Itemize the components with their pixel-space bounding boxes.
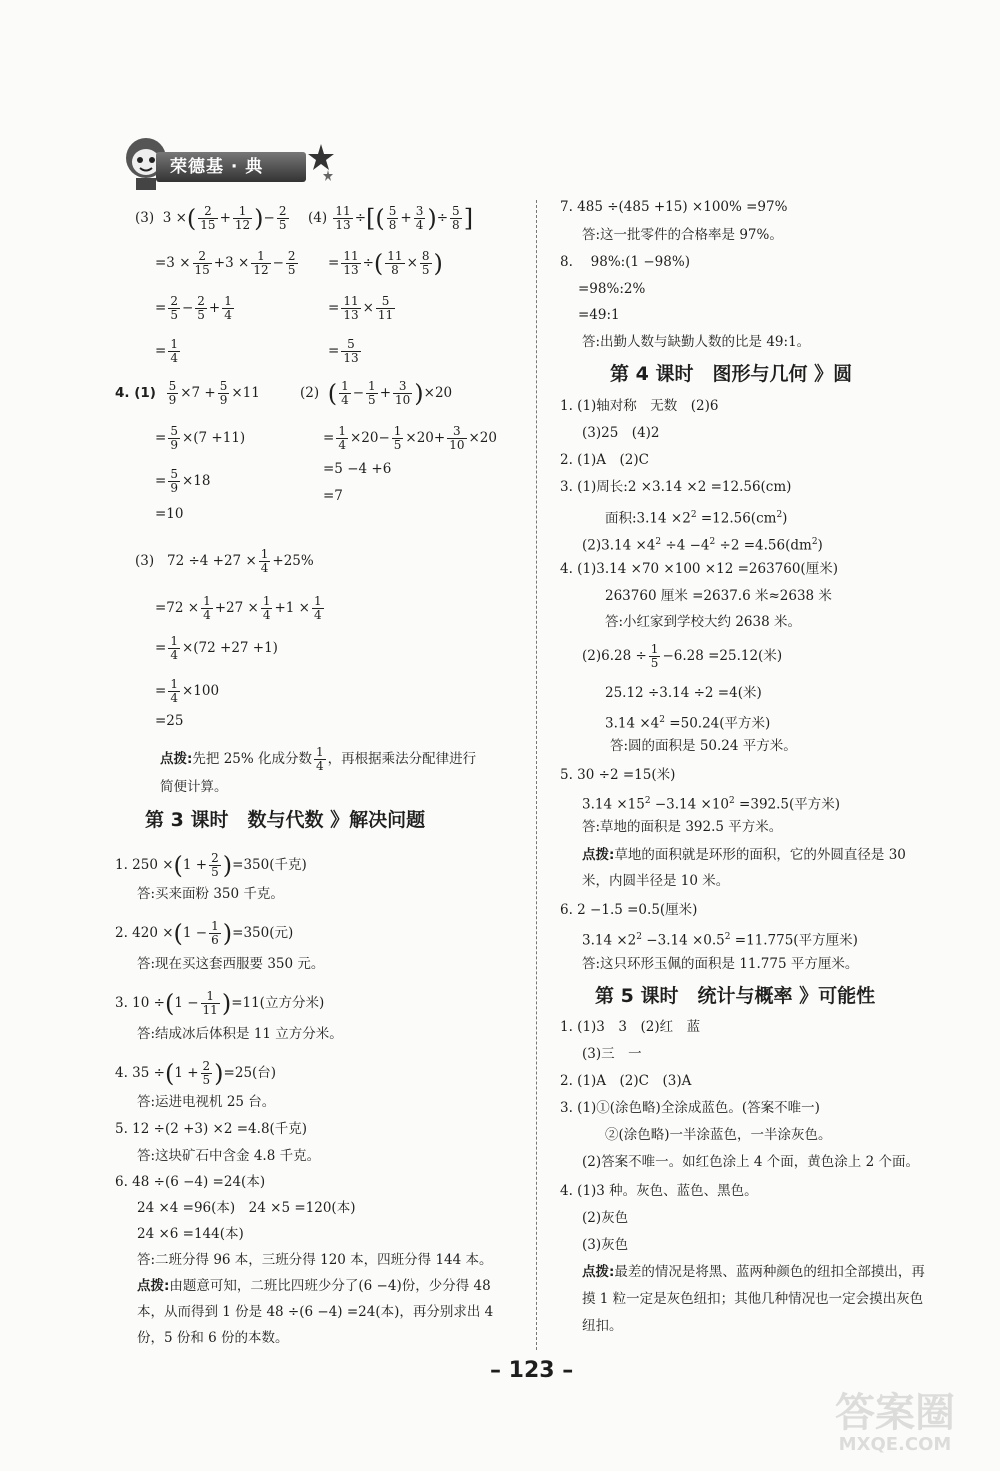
geo-5-tip-line-2: 米，内圆半径是 10 米。: [582, 873, 730, 889]
geo-5: 5. 30 ÷2 =15(米): [560, 767, 676, 783]
q4-1-line-3: = $\frac{5}{9}$ ×18: [155, 467, 211, 495]
q3-3-line-1: (3) 3 ×( $\frac{2}{15}$ + $\frac{1}{12}$ )− $\frac{2}{5}$: [135, 204, 287, 233]
right-q7-result: 答:这一批零件的合格率是 97%。: [582, 227, 783, 243]
prob-1: 1. (1)3 3 (2)红 蓝: [560, 1019, 701, 1035]
answer-6-result: 答:二班分得 96 本，三班分得 120 本，四班分得 144 本。: [137, 1252, 493, 1268]
prob-4-tip-line-1: 点拨:最差的情况是将黑、蓝两种颜色的纽扣全部摸出，再: [582, 1264, 925, 1280]
right-q7: 7. 485 ÷(485 +15) ×100% =97%: [560, 199, 788, 215]
column-divider: [536, 200, 537, 1350]
q3-3-line-2: =3 × $\frac{2}{15}$ +3 × $\frac{1}{12}$ − $\frac{2}{5}$: [155, 249, 296, 277]
tip-1-line-2: 简便计算。: [160, 779, 228, 795]
brand-title: 荣德基 · 典: [156, 152, 306, 182]
prob-3: 3. (1)①(涂色略)全涂成蓝色。(答案不唯一): [560, 1100, 820, 1116]
tip-2-line-3: 份，5 份和 6 份的本数。: [137, 1330, 289, 1346]
geo-4-line-2: 263760 厘米 =2637.6 米≈2638 米: [605, 588, 832, 604]
q4-3-line-4: = $\frac{1}{4}$ ×100: [155, 677, 220, 705]
geo-5-tip-line-1: 点拨:草地的面积就是环形的面积，它的外圆直径是 30: [582, 847, 906, 863]
geo-3-line-3: $(2)3.14 \times 4^2 \div 4 -4^2 \div 2 =4.56(dm^2)$: [582, 537, 823, 554]
q4-2-line-1: (2) ( $\frac{1}{4}$ − $\frac{1}{5}$ + $\frac{3}{10}$ )×20: [300, 379, 453, 408]
answer-2: 2. 420 ×(1 − $\frac{1}{6}$ )=350(元): [115, 919, 294, 948]
geo-4-line-6: $3.14 \times 4^2 =50.24$(平方米): [605, 715, 771, 732]
right-q8-result: 答:出勤人数与缺勤人数的比是 49:1。: [582, 334, 811, 350]
stars-icon: [306, 142, 336, 182]
q4-1-line-2: = $\frac{5}{9}$ ×(7 +11): [155, 424, 246, 452]
q3-4-line-1: (4) $\frac{11}{13}$ ÷[( $\frac{5}{8}$ + $\frac{3}{4}$ )÷ $\frac{5}{8}$ ]: [308, 204, 474, 233]
q4-3-line-1: (3) 72 ÷4 +27 × $\frac{1}{4}$ +25%: [135, 547, 314, 575]
q3-3-line-4: = $\frac{1}{4}$: [155, 337, 178, 365]
q4-2-line-2: = $\frac{1}{4}$ ×20− $\frac{1}{5}$ ×20+ $\frac{3}{10}$ ×20: [323, 424, 497, 452]
tip-2-line-1: 点拨:由题意可知，二班比四班少分了(6 −4)份，少分得 48: [137, 1278, 491, 1294]
answer-4: 4. 35 ÷(1 + $\frac{2}{5}$ )=25(台): [115, 1059, 277, 1088]
geo-6-line-2: $3.14 \times 2^2 -3.14 \times 0.5^2 =11.775$(平方厘米): [582, 932, 858, 949]
section-5-title: 第 5 课时 统计与概率 》可能性: [595, 985, 876, 1007]
geo-2: 2. (1)A (2)C: [560, 452, 649, 468]
tip-2-line-2: 本，从而得到 1 份是 48 ÷(6 −4) =24(本)，再分别求出 4: [137, 1304, 494, 1320]
section-4-title: 第 4 课时 图形与几何 》圆: [610, 363, 853, 385]
prob-4: 4. (1)3 种。灰色、蓝色、黑色。: [560, 1183, 758, 1199]
q3-4-line-3: = $\frac{11}{13}$ × $\frac{5}{11}$: [328, 294, 394, 322]
geo-1: 1. (1)轴对称 无数 (2)6: [560, 398, 719, 414]
geo-4-line-3: 答:小红家到学校大约 2638 米。: [605, 614, 801, 630]
prob-4-tip-line-3: 纽扣。: [582, 1318, 623, 1334]
q4-1-line-1: 4. (1) $\frac{5}{9}$ ×7 + $\frac{5}{9}$ ×11: [115, 379, 260, 407]
answer-1-result: 答:买来面粉 350 千克。: [137, 886, 284, 902]
geo-6: 6. 2 −1.5 =0.5(厘米): [560, 902, 698, 918]
prob-4-line-3: (3)灰色: [582, 1237, 629, 1253]
answer-6: 6. 48 ÷(6 −4) =24(本): [115, 1174, 266, 1190]
geo-4-line-5: 25.12 ÷3.14 ÷2 =4(米): [605, 685, 762, 701]
watermark: 答案圈 MXQE.COM: [835, 1390, 955, 1455]
page-number: – 123 –: [490, 1358, 574, 1383]
q4-1-line-4: =10: [155, 506, 184, 522]
prob-1-line-2: (3)三 一: [582, 1046, 642, 1062]
geo-4-result: 答:圆的面积是 50.24 平方米。: [610, 738, 797, 754]
answer-5-result: 答:这块矿石中含金 4.8 千克。: [137, 1148, 321, 1164]
section-3-title: 第 3 课时 数与代数 》解决问题: [145, 809, 426, 831]
geo-5-result: 答:草地的面积是 392.5 平方米。: [582, 819, 783, 835]
q4-2-line-3: =5 −4 +6: [323, 461, 392, 477]
q3-4-line-4: = $\frac{5}{13}$: [328, 337, 359, 365]
brand-header: [108, 132, 328, 194]
answer-6-line-2: 24 ×4 =96(本) 24 ×5 =120(本): [137, 1200, 356, 1216]
q3-4-line-2: = $\frac{11}{13}$ ÷( $\frac{11}{8}$ × $\frac{8}{5}$ ): [328, 249, 443, 278]
answer-6-line-3: 24 ×6 =144(本): [137, 1226, 244, 1242]
prob-4-line-2: (2)灰色: [582, 1210, 629, 1226]
answer-3-result: 答:结成冰后体积是 11 立方分米。: [137, 1026, 343, 1042]
q4-3-line-2: =72 × $\frac{1}{4}$ +27 × $\frac{1}{4}$ +1 × $\frac{1}{4}$: [155, 594, 322, 622]
q4-2-line-4: =7: [323, 488, 343, 504]
prob-2: 2. (1)A (2)C (3)A: [560, 1073, 692, 1089]
geo-6-result: 答:这只环形玉佩的面积是 11.775 平方厘米。: [582, 956, 859, 972]
q4-3-line-3: = $\frac{1}{4}$ ×(72 +27 +1): [155, 634, 278, 662]
answer-5: 5. 12 ÷(2 +3) ×2 =4.8(千克): [115, 1121, 308, 1137]
answer-3: 3. 10 ÷(1 − $\frac{1}{11}$ )=11(立方分米): [115, 989, 325, 1018]
prob-3-line-3: (2)答案不唯一。如红色涂上 4 个面，黄色涂上 2 个面。: [582, 1154, 919, 1170]
geo-5-line-2: $3.14 \times 15^2 -3.14 \times 10^2 =392.5$(平方米): [582, 796, 841, 813]
geo-3: 3. (1)周长:2 ×3.14 ×2 =12.56(cm): [560, 479, 792, 495]
prob-4-tip-line-2: 摸 1 粒一定是灰色纽扣；其他几种情况也一定会摸出灰色: [582, 1291, 924, 1307]
q3-3-line-3: = $\frac{2}{5}$ − $\frac{2}{5}$ + $\frac{1}{4}$: [155, 294, 232, 322]
tip-1-line-1: 点拨:先把 25% 化成分数 $\frac{1}{4}$ ，再根据乘法分配律进行: [160, 745, 477, 773]
geo-4: 4. (1)3.14 ×70 ×100 ×12 =263760(厘米): [560, 561, 838, 577]
answer-1: 1. 250 ×(1 + $\frac{2}{5}$ )=350(千克): [115, 851, 307, 880]
right-q8: 8. 98%:(1 −98%): [560, 254, 690, 270]
answer-2-result: 答:现在买这套西服要 350 元。: [137, 956, 325, 972]
geo-4-line-4: (2)6.28 ÷ $\frac{1}{5}$ −6.28 =25.12(米): [582, 642, 783, 670]
prob-3-line-2: ②(涂色略)一半涂蓝色，一半涂灰色。: [605, 1127, 832, 1143]
answer-4-result: 答:运进电视机 25 台。: [137, 1094, 276, 1110]
right-q8-line-2: =98%:2%: [578, 281, 646, 297]
geo-3-line-2: 面积:3.14 $\times 2^2 =12.56(cm^2)$: [605, 510, 788, 527]
q4-3-line-5: =25: [155, 713, 184, 729]
right-q8-line-3: =49:1: [578, 307, 620, 323]
geo-1-line-2: (3)25 (4)2: [582, 425, 660, 441]
